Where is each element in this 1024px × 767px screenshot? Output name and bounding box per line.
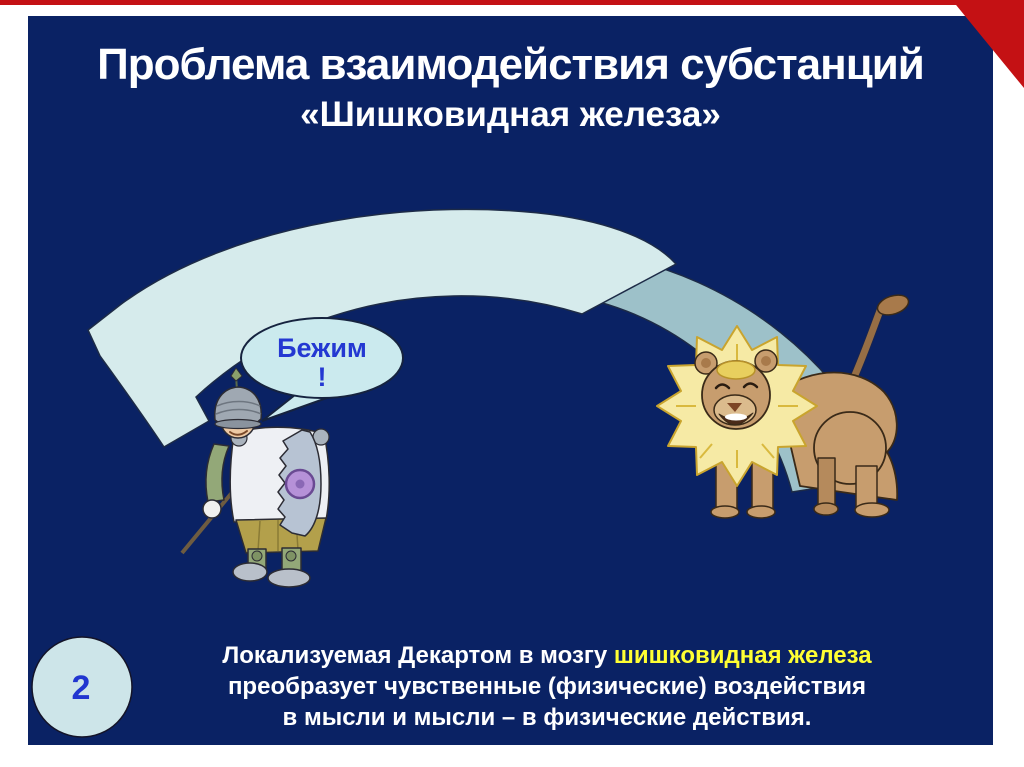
caption-line-3: в мысли и мысли – в физические действия. <box>282 704 812 731</box>
knight-glove <box>203 500 221 518</box>
knight-plume <box>231 368 242 381</box>
lion-hind-leg-far <box>818 458 835 508</box>
lion-tail-outline <box>852 308 881 382</box>
title-line-2: «Шишковидная железа» <box>300 95 721 134</box>
caption-line1-white: Локализуемая Декартом в мозгу <box>222 642 614 669</box>
caption-line1-yellow: шишковидная железа <box>613 642 872 669</box>
badge-number: 2 <box>71 669 91 707</box>
caption-line-2: преобразует чувственные (физические) воздействия <box>227 673 867 700</box>
corner-triangle-decoration <box>952 0 1024 88</box>
knight-helmet-rim <box>215 420 261 429</box>
speech-bubble-text-line2: ! <box>317 362 327 392</box>
title-line-1: Проблема взаимодействия субстанций <box>97 40 924 89</box>
lion-front-paw-right <box>747 506 775 518</box>
lion-hind-paw-near <box>855 503 889 517</box>
lion-forelock <box>717 361 755 379</box>
lion-front-paw-left <box>711 506 739 518</box>
caption-text <box>112 640 982 733</box>
lion-hind-paw-far <box>814 503 838 515</box>
speech-bubble-text-line1: Бежим <box>277 333 367 363</box>
knight-shoe-right <box>268 569 310 587</box>
knight-shoe-left <box>233 563 267 581</box>
lion-teeth <box>725 414 747 421</box>
speech-bubble <box>241 318 403 421</box>
curved-arrow-left-segment <box>88 209 676 447</box>
knight-arm <box>206 444 229 502</box>
caption-line-1 <box>112 640 982 671</box>
